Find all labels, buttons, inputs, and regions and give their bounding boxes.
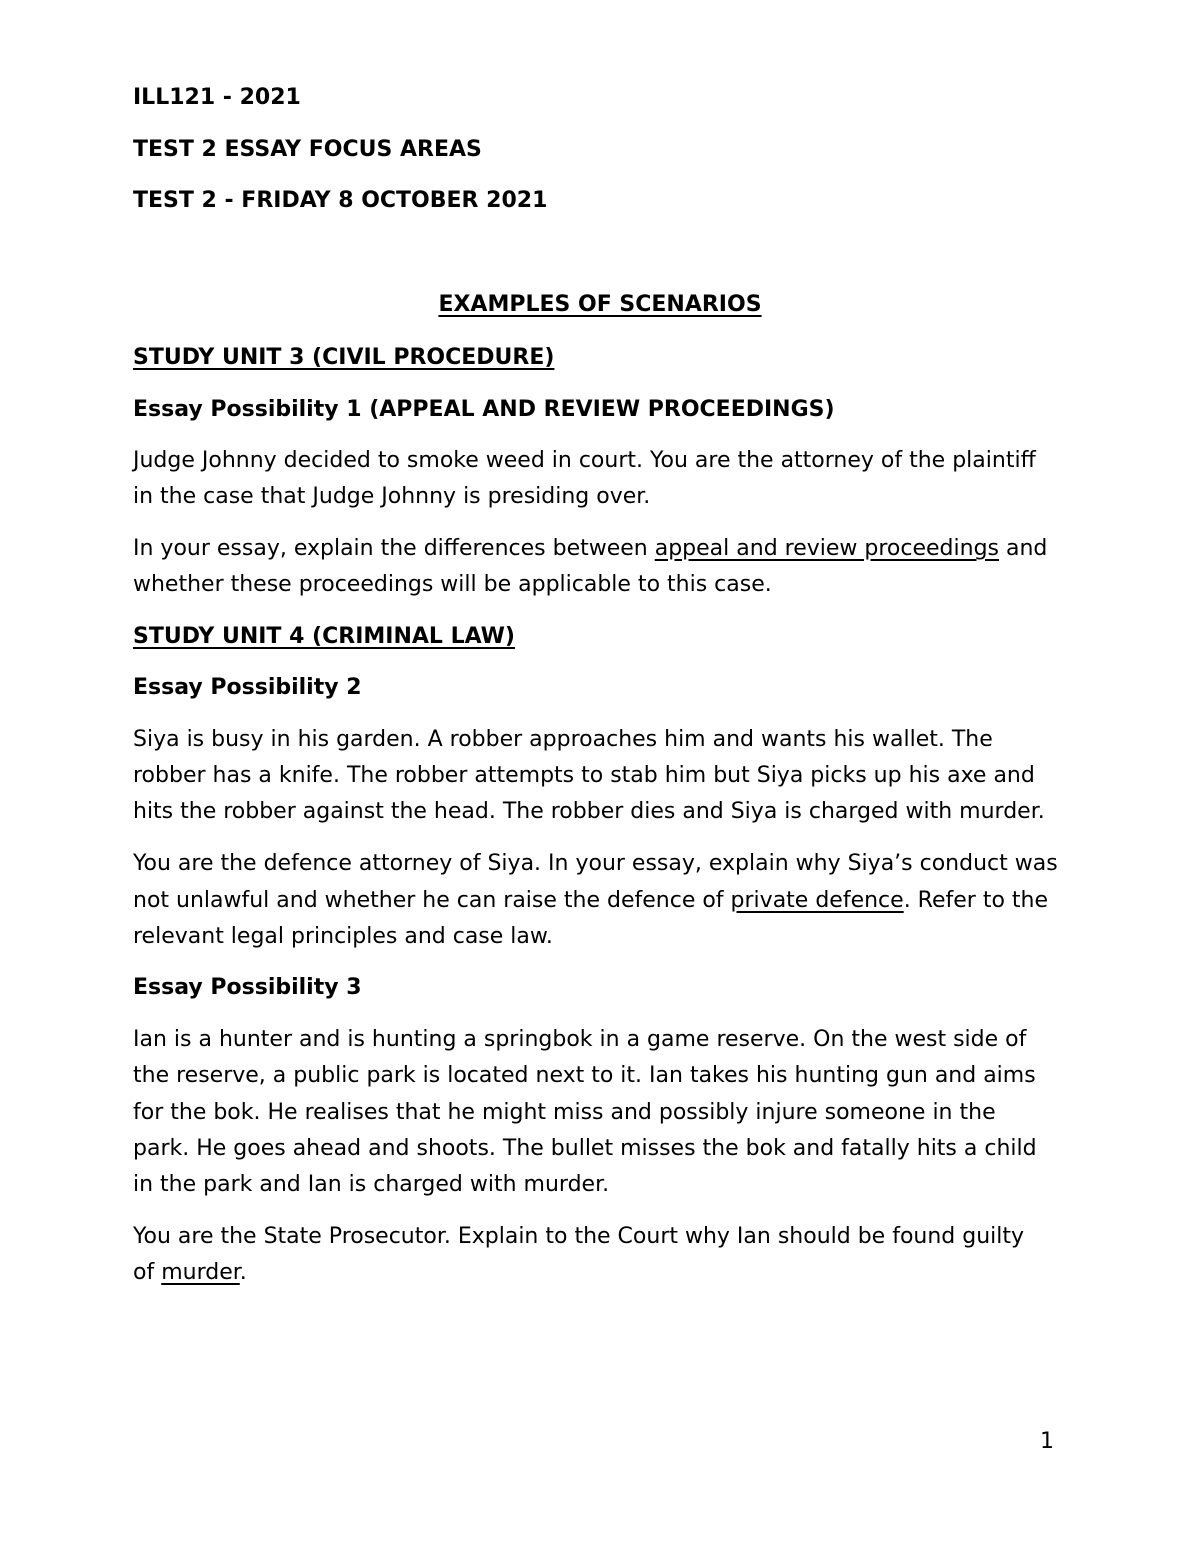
essay2-task-text: . Refer to the xyxy=(903,888,1049,913)
essay1-task-line: whether these proceedings will be applicable to this case. xyxy=(133,572,772,597)
essay3-title: Essay Possibility 3 xyxy=(133,975,362,1000)
essay3-task-keyword: murder xyxy=(161,1260,240,1285)
test-subtitle: TEST 2 ESSAY FOCUS AREAS xyxy=(133,137,482,162)
essay1-task-keyword: appeal and review proceedings xyxy=(654,536,999,561)
essay2-task-line xyxy=(133,883,1048,919)
essay3-task-line xyxy=(133,1255,247,1291)
essay2-scenario-line: hits the robber against the head. The robber dies and Siya is charged with murder. xyxy=(133,799,1045,824)
essay1-task-line xyxy=(133,531,1047,567)
essay3-task-text: . xyxy=(239,1260,247,1285)
essay1-title: Essay Possibility 1 (APPEAL AND REVIEW PROCEEDINGS) xyxy=(133,397,835,422)
unit3-heading: STUDY UNIT 3 (CIVIL PROCEDURE) xyxy=(133,345,555,370)
examples-title: EXAMPLES OF SCENARIOS xyxy=(438,292,762,317)
essay3-task-text: of xyxy=(133,1260,162,1285)
essay2-scenario-line: Siya is busy in his garden. A robber approaches him and wants his wallet. The xyxy=(133,727,993,752)
essay1-task-text: In your essay, explain the differences between xyxy=(133,536,655,561)
essay3-scenario-line: park. He goes ahead and shoots. The bullet misses the bok and fatally hits a child xyxy=(133,1136,1037,1161)
page-number: 1 xyxy=(1040,1429,1054,1454)
essay1-task-text: and xyxy=(999,536,1048,561)
essay1-scenario-line: in the case that Judge Johnny is presiding over. xyxy=(133,484,651,509)
essay3-scenario-line: the reserve, a public park is located next to it. Ian takes his hunting gun and aims xyxy=(133,1063,1036,1088)
essay3-scenario-line: Ian is a hunter and is hunting a springbok in a game reserve. On the west side of xyxy=(133,1027,1027,1052)
essay2-task-line: You are the defence attorney of Siya. In your essay, explain why Siya’s conduct was xyxy=(133,851,1058,876)
essay2-task-line: relevant legal principles and case law. xyxy=(133,924,553,949)
essay3-scenario-line: in the park and Ian is charged with murder. xyxy=(133,1172,610,1197)
essay2-task-text: not unlawful and whether he can raise the defence of xyxy=(133,888,731,913)
course-code: ILL121 - 2021 xyxy=(133,85,301,110)
essay2-scenario-line: robber has a knife. The robber attempts to stab him but Siya picks up his axe and xyxy=(133,763,1035,788)
essay3-scenario-line: for the bok. He realises that he might miss and possibly injure someone in the xyxy=(133,1100,996,1125)
unit4-heading: STUDY UNIT 4 (CRIMINAL LAW) xyxy=(133,624,515,649)
test-date: TEST 2 - FRIDAY 8 OCTOBER 2021 xyxy=(133,188,548,213)
essay1-scenario-line: Judge Johnny decided to smoke weed in court. You are the attorney of the plaintiff xyxy=(133,448,1036,473)
essay2-task-keyword: private defence xyxy=(730,888,904,913)
essay2-title: Essay Possibility 2 xyxy=(133,675,362,700)
essay3-task-line: You are the State Prosecutor. Explain to the Court why Ian should be found guilty xyxy=(133,1224,1025,1249)
